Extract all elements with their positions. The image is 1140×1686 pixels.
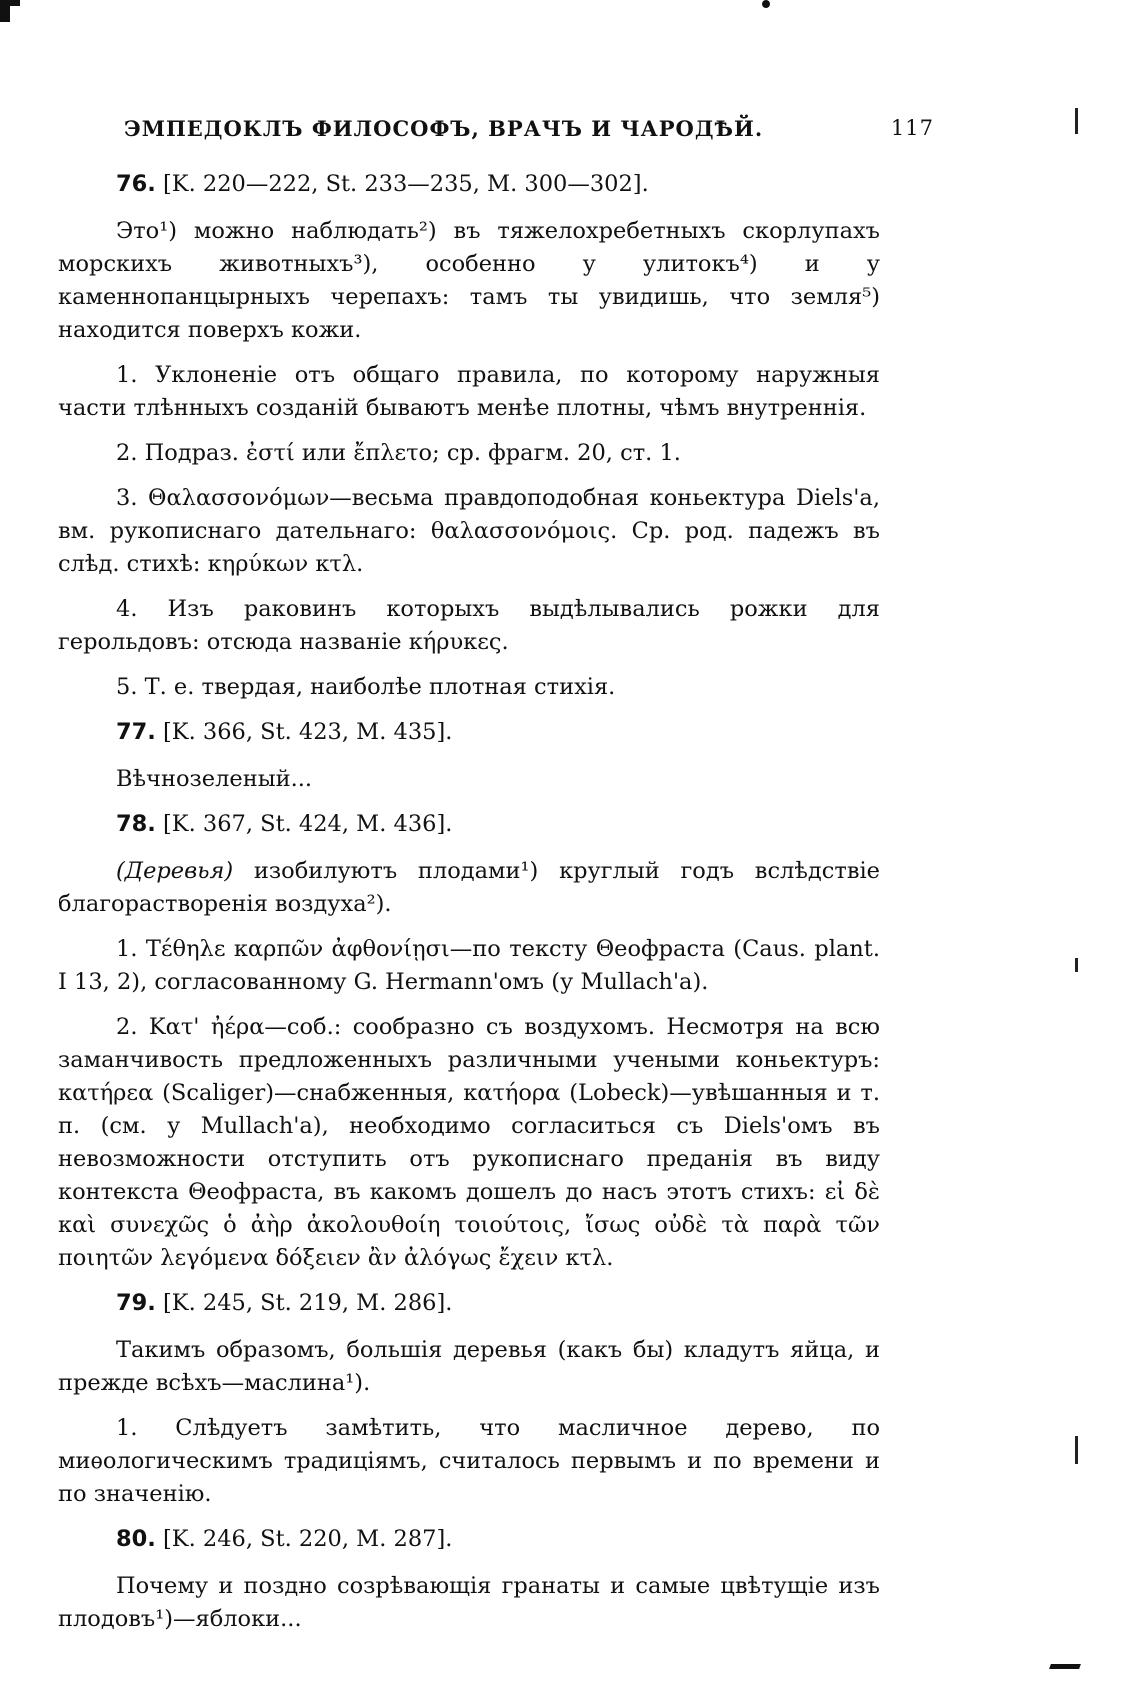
scan-margin-mark	[1075, 958, 1078, 972]
fragment-text: Вѣчнозеленый...	[116, 766, 313, 792]
section-reference: [K. 367, St. 424, M. 436].	[155, 811, 453, 837]
fragment-text: Почему и поздно созрѣвающія гранаты и самые цвѣтущіе изъ плодовъ¹)—яблоки...	[58, 1573, 880, 1632]
page-number: 117	[890, 116, 934, 140]
scan-edge-mark	[1049, 1664, 1081, 1669]
scan-margin-mark	[1075, 108, 1078, 134]
footnote: 2. Подраз. ἐστί или ἔπλετο; ср. фрагм. 20, ст. 1.	[116, 440, 681, 466]
scan-margin-mark	[1075, 1436, 1078, 1464]
section-reference: [K. 246, St. 220, M. 287].	[155, 1526, 453, 1552]
section-number: 79.	[116, 1290, 156, 1316]
footnote: 3. Θαλασσονόμων—весьма правдоподобная коньектура Diels'а, вм. рукописнаго дательнаго: θαλασσονόμοις. Ср. род. падежъ въ слѣд. стихѣ: κηρύκων κτλ.	[58, 485, 880, 577]
section-reference: [K. 366, St. 423, M. 435].	[155, 719, 453, 745]
fragment-italic: (Деревья)	[116, 858, 234, 884]
section-number: 76.	[116, 171, 156, 197]
section-heading	[58, 168, 880, 201]
section-heading	[58, 1287, 880, 1320]
footnote: 5. Т. е. твердая, наиболѣе плотная стихія.	[116, 674, 616, 700]
fragment-text-rest: изобилуютъ плодами¹) круглый годъ вслѣдствіе благорастворенія воздуха²).	[58, 858, 880, 917]
fragment-text: Это¹) можно наблюдать²) въ тяжелохребетныхъ скорлупахъ морскихъ животныхъ³), особенно у улитокъ⁴) и у каменнопанцырныхъ черепахъ: тамъ ты увидишь, что земля⁵) находится поверхъ кожи.	[58, 218, 880, 343]
footnote: 1. Уклоненіе отъ общаго правила, по которому наружныя части тлѣнныхъ созданій бываютъ менѣе плотны, чѣмъ внутреннія.	[58, 362, 880, 421]
section-heading	[58, 716, 880, 749]
section-number: 78.	[116, 811, 156, 837]
scan-dot-mark	[762, 0, 770, 8]
footnote: 1. Τέθηλε καρπῶν ἀφθονίῃσι—по тексту Θеофраста (Caus. plant. I 13, 2), согласованному G. Hermann'омъ (у Mullach'а).	[58, 936, 880, 995]
section-number: 77.	[116, 719, 156, 745]
footnote: 2. Κατ' ἠέρα—соб.: сообразно съ воздухомъ. Несмотря на всю заманчивость предложенныхъ различными учеными коньектуръ: κατήρεα (Scaliger)—снабженныя, κατήορα (Lobeck)—увѣшанныя и т. п. (см. у Mullach'а), необходимо согласиться съ Diels'омъ въ невозможности отступить отъ рукописнаго преданія въ виду контекста Θеофраста, въ какомъ дошелъ до насъ этотъ стихъ: εἰ δὲ καὶ συνεχῶς ὁ ἀὴρ ἀκολουθοίη τοιούτοις, ἴσως οὐδὲ τὰ παρὰ τῶν ποιητῶν λεγόμενα δόξειεν ἂν ἀλόγως ἔχειν κτλ.	[58, 1014, 880, 1271]
page-body	[58, 168, 880, 1648]
section-heading	[58, 1523, 880, 1556]
section-number: 80.	[116, 1526, 156, 1552]
fragment-text: Такимъ образомъ, большія деревья (какъ бы) кладутъ яйца, и прежде всѣхъ—маслина¹).	[58, 1337, 880, 1396]
header-title: ЭМПЕДОКЛЪ ФИЛОСОФЪ, ВРАЧЪ И ЧАРОДѢЙ.	[124, 116, 764, 141]
section-reference: [K. 245, St. 219, M. 286].	[155, 1290, 453, 1316]
footnote: 4. Изъ раковинъ которыхъ выдѣлывались рожки для герольдовъ: отсюда названіе κήρυκες.	[58, 596, 880, 655]
footnote: 1. Слѣдуетъ замѣтить, что масличное дерево, по миѳологическимъ традиціямъ, считалось первымъ и по времени и по значенію.	[58, 1415, 880, 1507]
section-heading	[58, 808, 880, 841]
scan-corner-mark-top	[0, 0, 20, 6]
section-reference: [K. 220—222, St. 233—235, M. 300—302].	[155, 171, 649, 197]
fragment-text	[58, 855, 880, 921]
